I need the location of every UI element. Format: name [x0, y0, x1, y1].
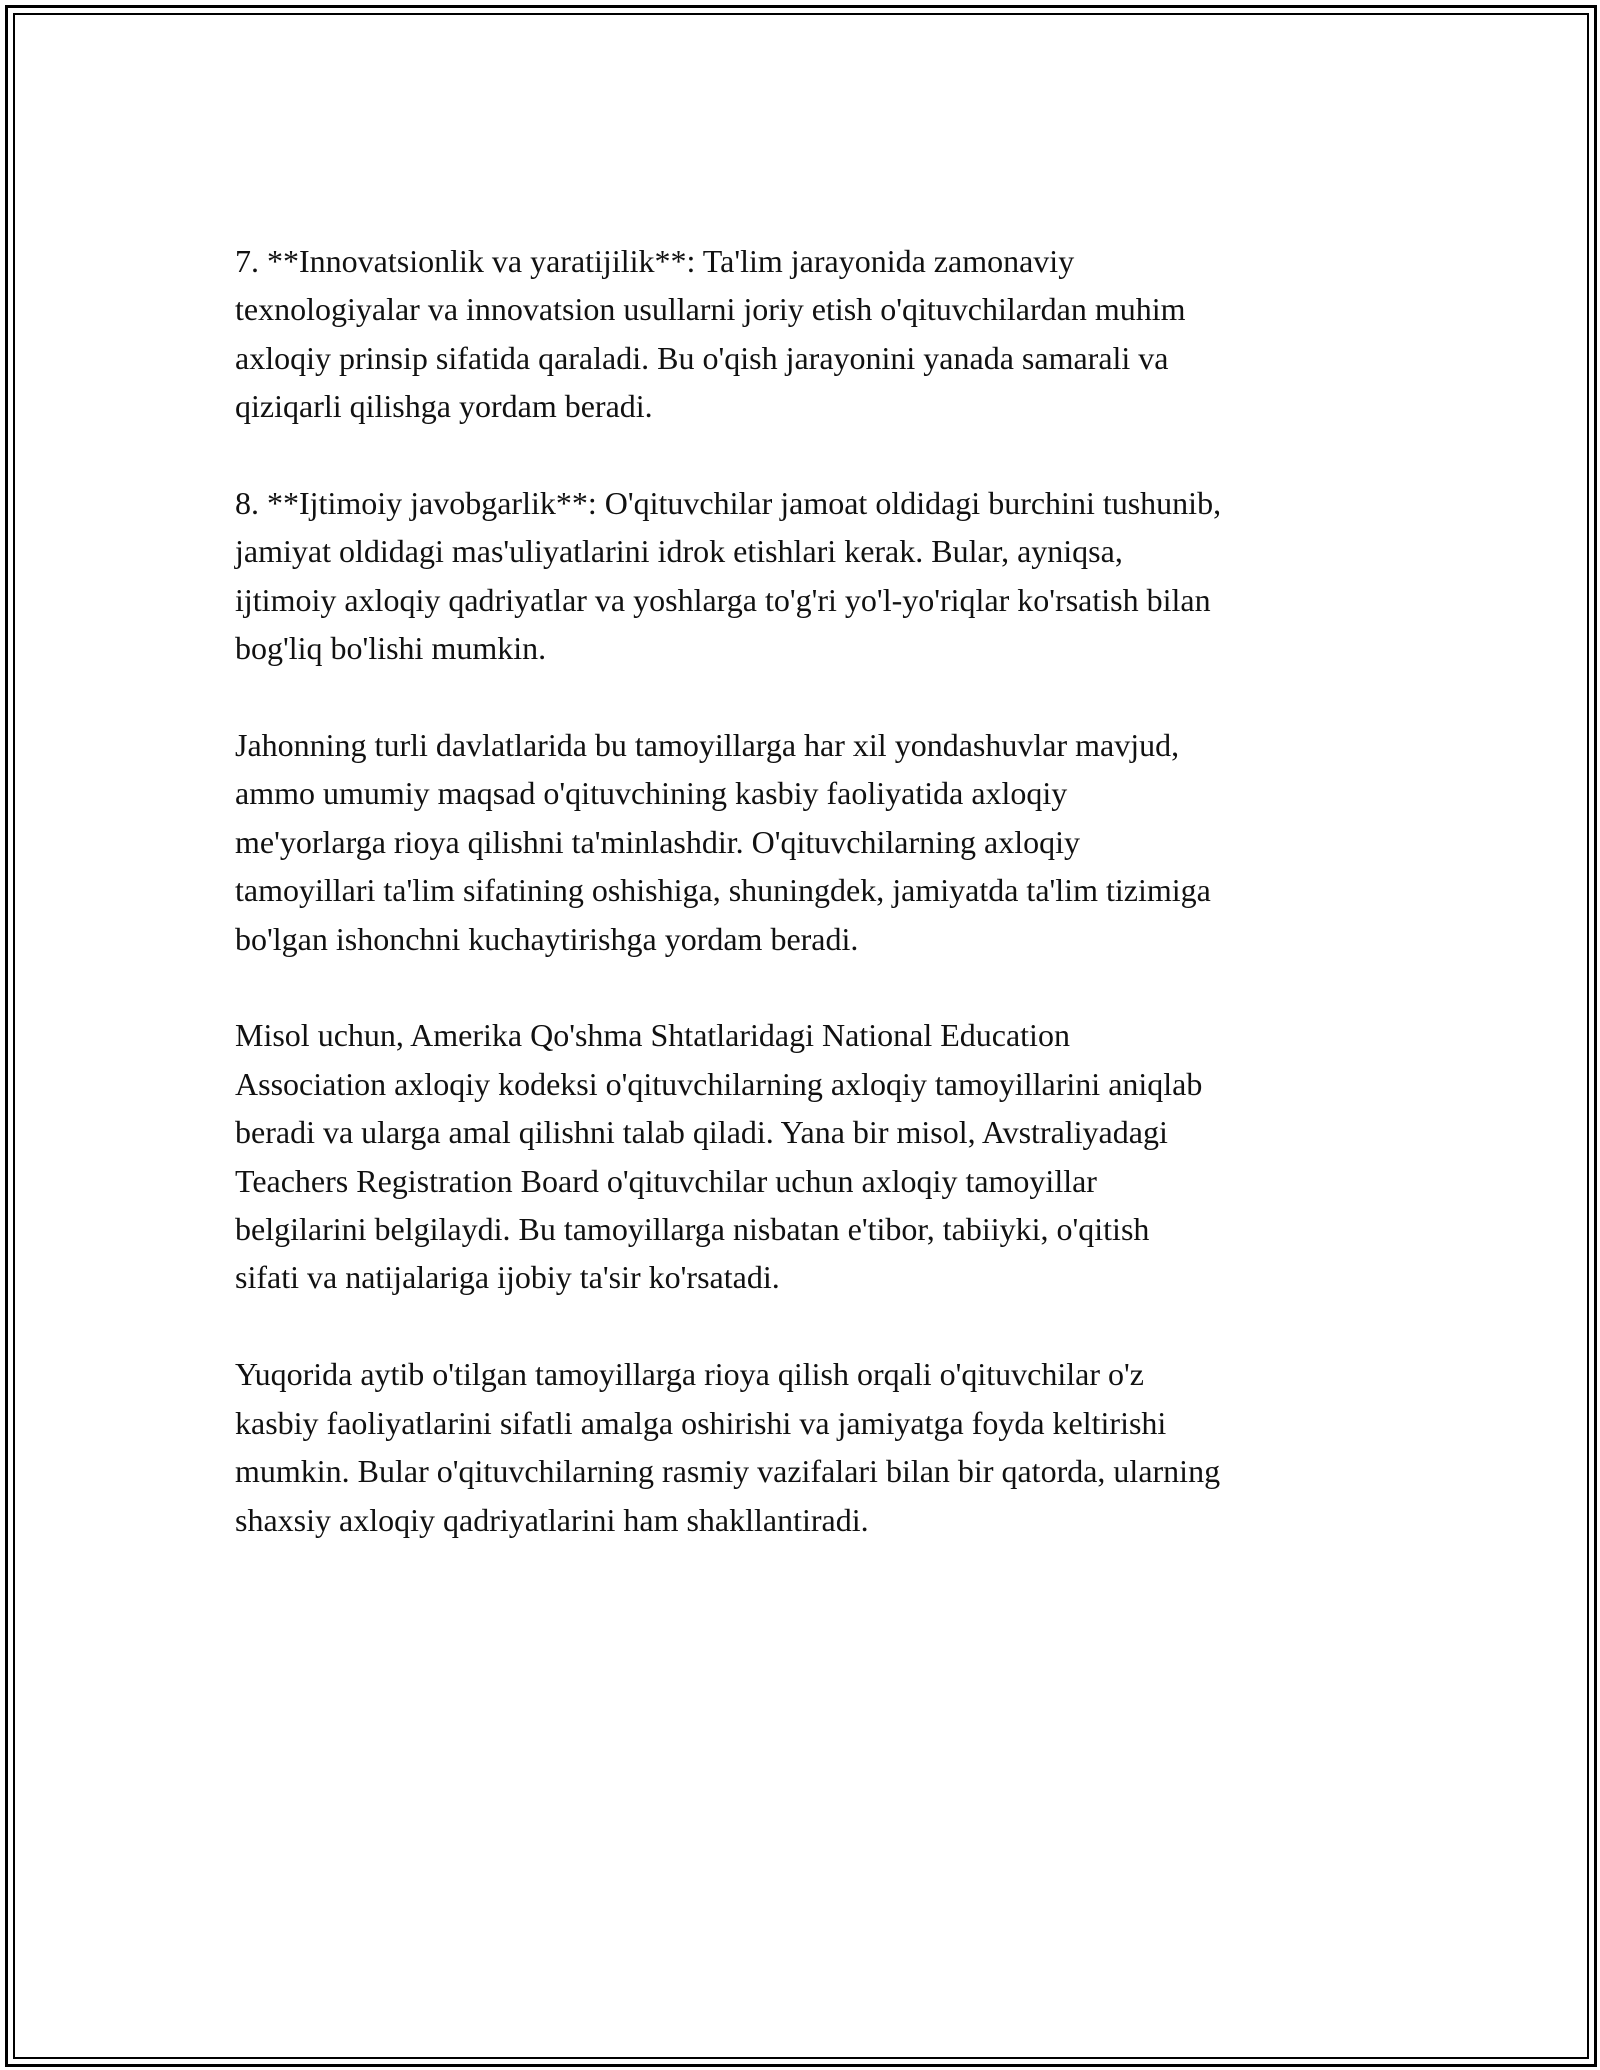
document-body	[235, 237, 1375, 1592]
text-line: Association axloqiy kodeksi o'qituvchilarning axloqiy tamoyillarini aniqlab	[235, 1065, 1203, 1102]
text-line: Teachers Registration Board o'qituvchilar uchun axloqiy tamoyillar	[235, 1162, 1097, 1199]
paragraph-examples	[235, 1011, 1375, 1301]
text-line: bo'lgan ishonchni kuchaytirishga yordam beradi.	[235, 920, 859, 957]
text-line: 7. **Innovatsionlik va yaratijilik**: Ta'lim jarayonida zamonaviy	[235, 243, 1075, 279]
text-line: kasbiy faoliyatlarini sifatli amalga oshirishi va jamiyatga foyda keltirishi	[235, 1404, 1167, 1441]
text-line: 8. **Ijtimoiy javobgarlik**: O'qituvchilar jamoat oldidagi burchini tushunib,	[235, 485, 1222, 522]
text-line: belgilarini belgilaydi. Bu tamoyillarga nisbatan e'tibor, tabiiyki, o'qitish	[235, 1211, 1150, 1248]
text-line: axloqiy prinsip sifatida qaraladi. Bu o'qish jarayonini yanada samarali va	[235, 339, 1169, 376]
text-line: Misol uchun, Amerika Qo'shma Shtatlaridagi National Education	[235, 1017, 1070, 1054]
text-line: ijtimoiy axloqiy qadriyatlar va yoshlarga to'g'ri yo'l-yo'riqlar ko'rsatish bilan	[235, 581, 1211, 618]
paragraph-innovation	[235, 237, 1375, 431]
text-line: jamiyat oldidagi mas'uliyatlarini idrok etishlari kerak. Bular, ayniqsa,	[235, 533, 1123, 570]
text-line: beradi va ularga amal qilishni talab qiladi. Yana bir misol, Avstraliyadagi	[235, 1114, 1168, 1151]
paragraph-social-responsibility	[235, 479, 1375, 673]
text-line: Yuqorida aytib o'tilgan tamoyillarga rioya qilish orqali o'qituvchilar o'z	[235, 1356, 1144, 1393]
text-line: shaxsiy axloqiy qadriyatlarini ham shakllantiradi.	[235, 1501, 869, 1538]
text-line: qiziqarli qilishga yordam beradi.	[235, 388, 653, 425]
paragraph-conclusion	[235, 1350, 1375, 1544]
text-line: Jahonning turli davlatlarida bu tamoyillarga har xil yondashuvlar mavjud,	[235, 727, 1180, 764]
text-line: mumkin. Bular o'qituvchilarning rasmiy vazifalari bilan bir qatorda, ularning	[235, 1453, 1221, 1490]
text-line: ammo umumiy maqsad o'qituvchining kasbiy faoliyatida axloqiy	[235, 775, 1068, 812]
text-line: tamoyillari ta'lim sifatining oshishiga, shuningdek, jamiyatda ta'lim tizimiga	[235, 872, 1211, 909]
text-line: sifati va natijalariga ijobiy ta'sir ko'rsatadi.	[235, 1259, 780, 1296]
text-line: me'yorlarga rioya qilishni ta'minlashdir. O'qituvchilarning axloqiy	[235, 823, 1080, 860]
paragraph-world-approaches	[235, 721, 1375, 963]
text-line: texnologiyalar va innovatsion usullarni joriy etish o'qituvchilardan muhim	[235, 291, 1186, 328]
text-line: bog'liq bo'lishi mumkin.	[235, 630, 547, 667]
